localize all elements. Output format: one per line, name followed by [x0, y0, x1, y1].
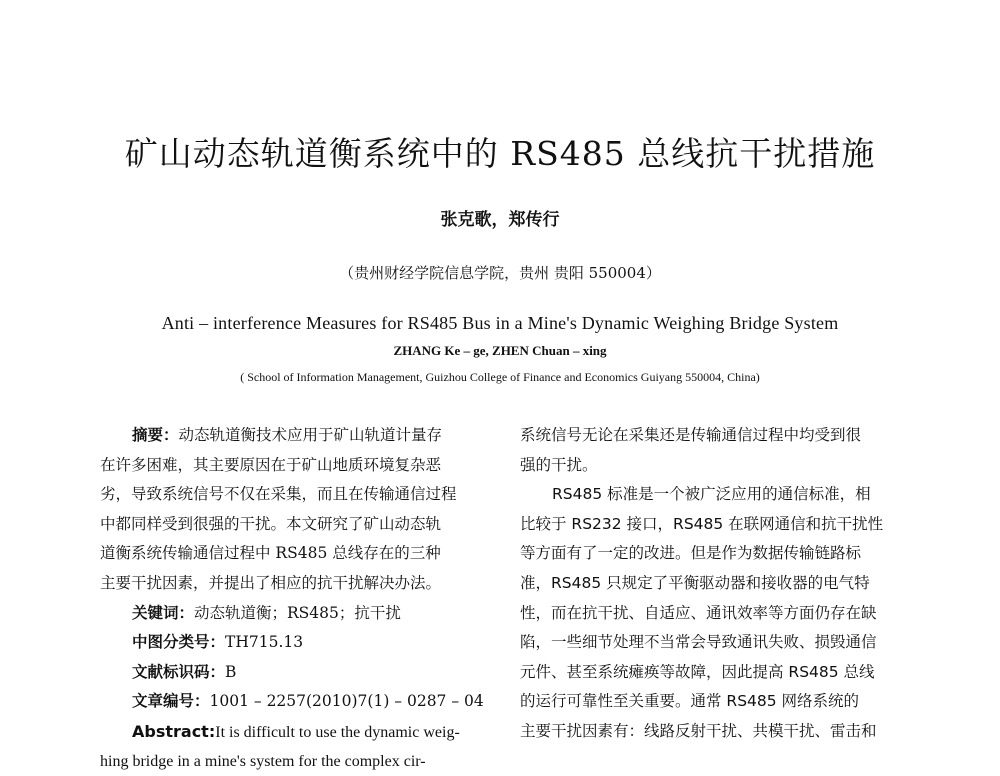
doc-code-value: B	[225, 662, 237, 681]
body-line: 主要干扰因素有：线路反射干扰、共模干扰、雷击和	[520, 721, 877, 740]
abstract-line: 摘要：动态轨道衡技术应用于矿山轨道计量存	[132, 426, 443, 444]
body-line: 陷，一些细节处理不当常会导致通讯失败、损毁通信	[520, 633, 877, 652]
keywords-value: 动态轨道衡；RS485；抗干扰	[194, 603, 401, 622]
body-line: 的运行可靠性至关重要。通常 RS485 网络系统的	[520, 692, 860, 711]
body-line: 元件、甚至系统瘫痪等故障，因此提高 RS485 总线	[520, 662, 875, 681]
body-line: 等方面有了一定的改进。但是作为数据传输链路标	[520, 544, 862, 563]
body-line: 系统信号无论在采集还是传输通信过程中均受到很	[520, 426, 862, 444]
abstract-line: 主要干扰因素，并提出了相应的抗干扰解决办法。	[100, 573, 442, 592]
paper-title: 矿山动态轨道衡系统中的 RS485 总线抗干扰措施	[124, 134, 876, 173]
english-title: Anti – interference Measures for RS485 Bus in a Mine's Dynamic Weighing Bridge System	[161, 313, 839, 333]
english-abstract-label: Abstract:	[132, 721, 216, 741]
body-line: RS485 标准是一个被广泛应用的通信标准，相	[552, 485, 871, 504]
body-line: 强的干扰。	[520, 455, 598, 474]
abstract-line: 道衡系统传输通信过程中 RS485 总线存在的三种	[100, 544, 441, 563]
clc-line	[100, 628, 490, 658]
abstract-line: 在许多困难，其主要原因在于矿山地质环境复杂恶	[100, 455, 442, 474]
english-authors: ZHANG Ke – ge, ZHEN Chuan – xing	[393, 343, 607, 358]
english-abstract-line: hing bridge in a mine's system for the complex cir-	[100, 752, 426, 770]
doc-code-line	[100, 658, 490, 688]
chinese-authors: 张克歌，郑传行	[440, 210, 560, 230]
clc-label: 中图分类号：	[132, 633, 226, 652]
english-affiliation: ( School of Information Management, Guizhou College of Finance and Economics Guiyang 550004, China)	[240, 370, 760, 384]
body-line: 准，RS485 只规定了平衡驱动器和接收器的电气特	[520, 573, 870, 592]
abstract-line: 劣，导致系统信号不仅在采集，而且在传输通信过程	[100, 485, 457, 504]
abstract-label: 摘要：	[132, 426, 179, 444]
left-column	[100, 421, 490, 776]
article-no-label: 文章编号：	[132, 692, 210, 711]
doc-code-label: 文献标识码：	[132, 662, 226, 681]
body-line: 性，而在抗干扰、自适应、通讯效率等方面仍存在缺	[520, 603, 877, 622]
clc-value: TH715.13	[225, 633, 304, 652]
english-abstract-line: Abstract:It is difficult to use the dynamic weig-	[132, 721, 460, 741]
body-line: 比较于 RS232 接口，RS485 在联网通信和抗干扰性	[520, 514, 884, 533]
right-column	[520, 421, 910, 747]
keywords-label: 关键词：	[132, 603, 195, 622]
abstract-line: 中都同样受到很强的干扰。本文研究了矿山动态轨	[100, 514, 442, 533]
article-no-value: 1001 – 2257(2010)7(1) – 0287 – 04	[209, 692, 484, 711]
article-no-line	[100, 687, 490, 717]
chinese-affiliation: （贵州财经学院信息学院，贵州 贵阳 550004）	[339, 264, 661, 282]
keywords-line	[100, 599, 490, 629]
